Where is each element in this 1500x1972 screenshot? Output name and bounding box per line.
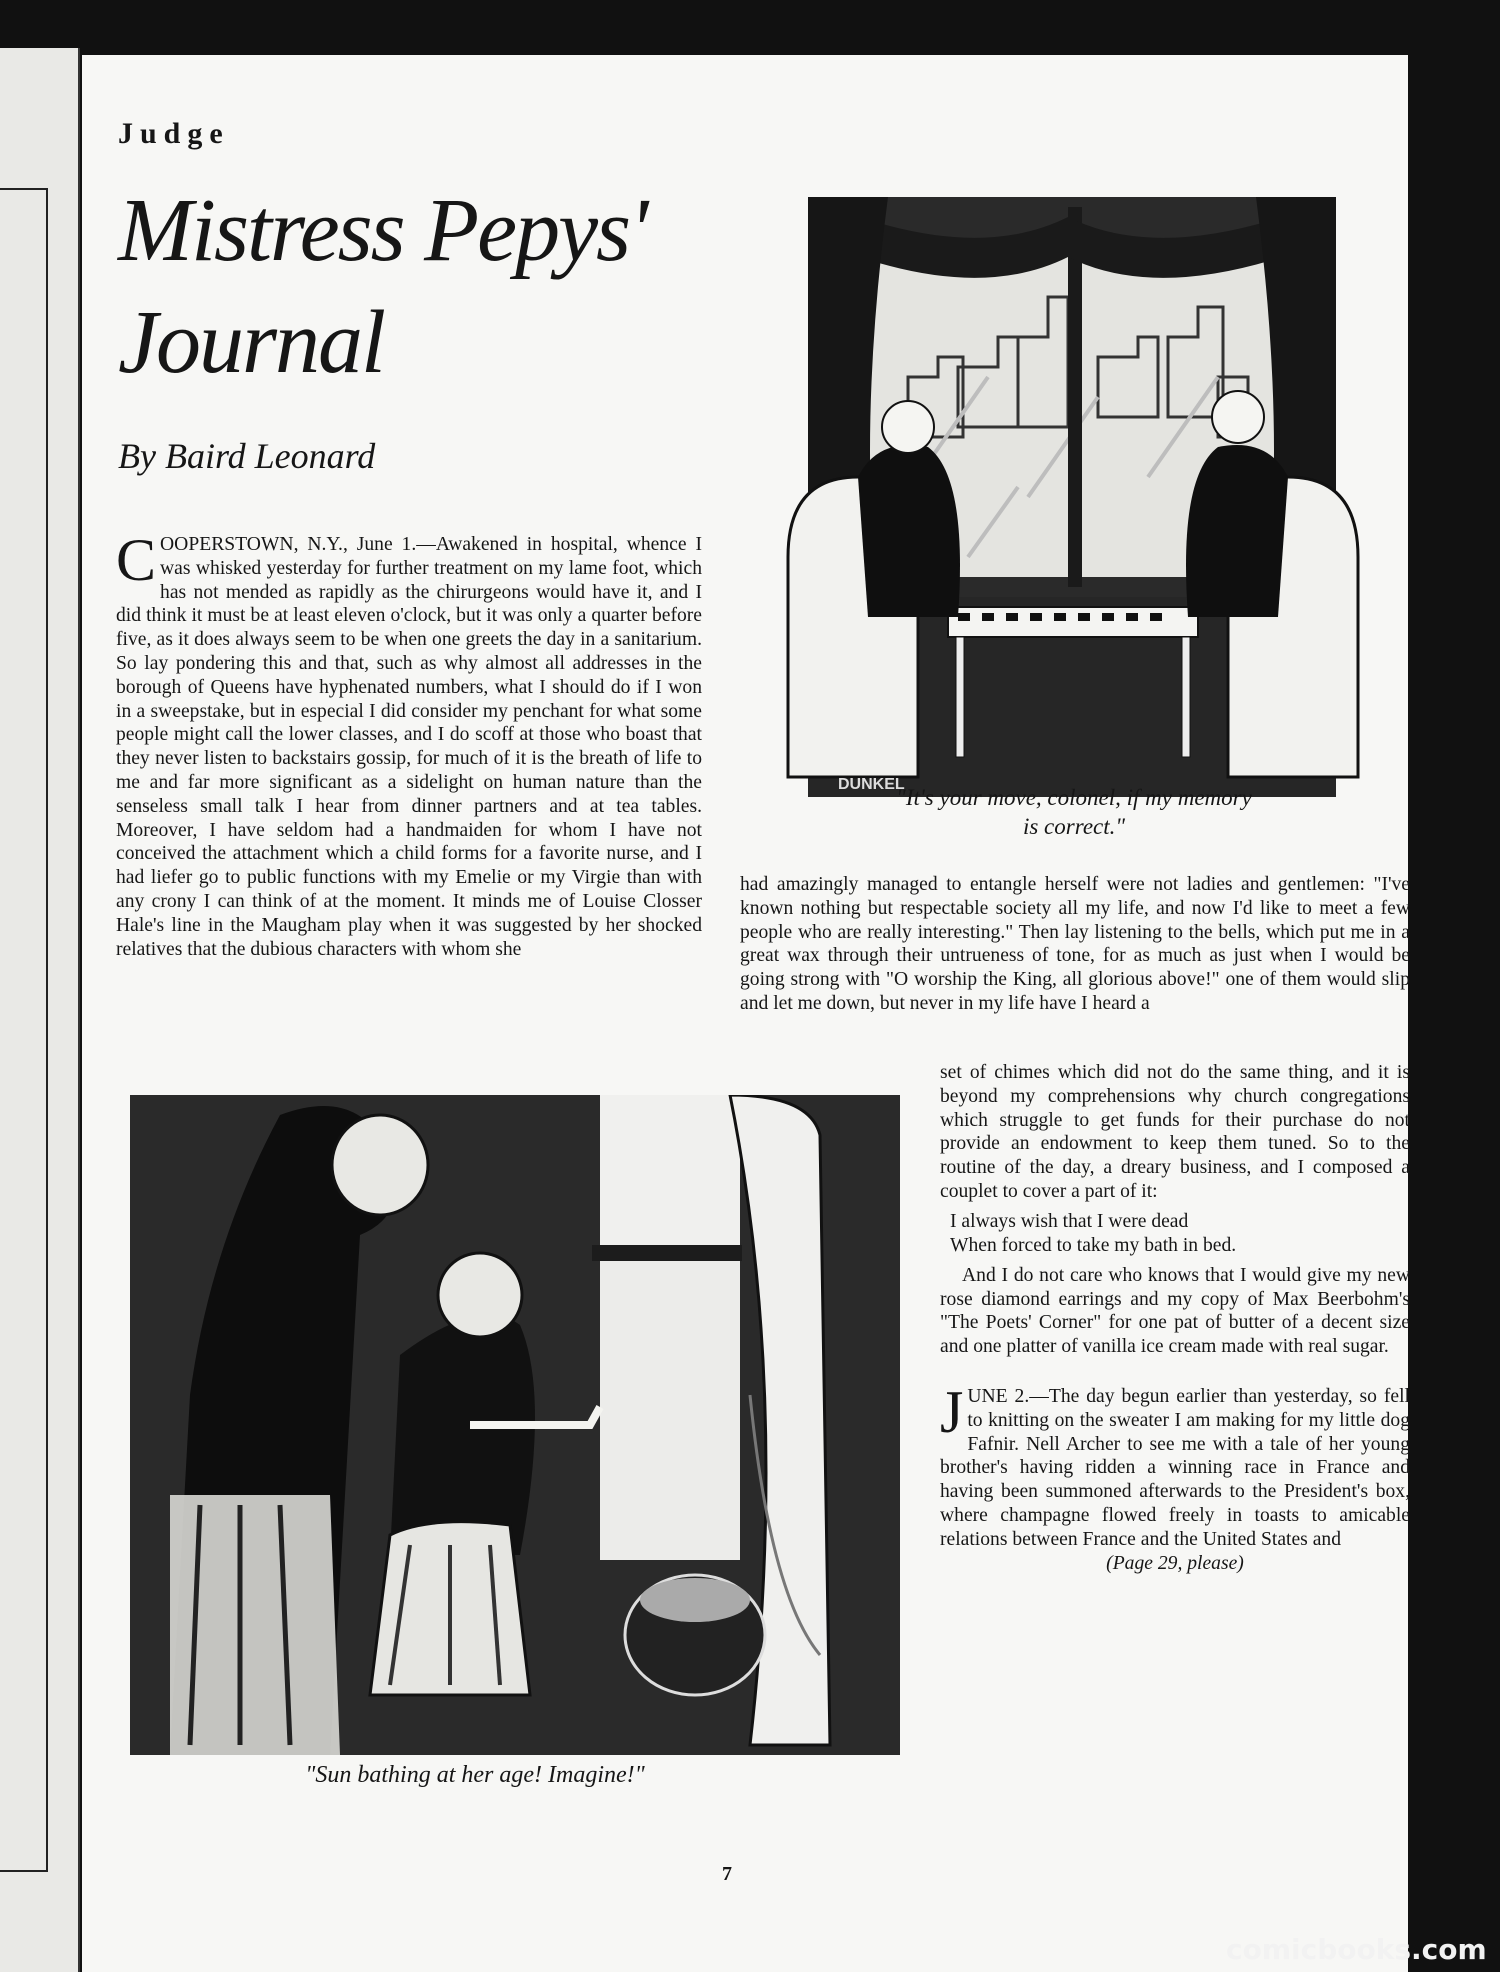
- byline: By Baird Leonard: [118, 436, 376, 476]
- title-line-2: Journal: [118, 293, 384, 392]
- facing-page-edge: [0, 48, 80, 1972]
- article-column-1: [116, 527, 702, 961]
- facing-page-border: [0, 188, 48, 1872]
- page-number: 7: [722, 1863, 732, 1885]
- couplet-line-1: I always wish that I were dead: [950, 1210, 1189, 1232]
- column-3-text: set of chimes which did not do the same thing, and it is beyond my comprehensions why church congregations which struggle to get funds for their purchase do not provide an endowment to keep them tuned. So to the routine of the day, a dreary business, and I composed a couplet to cover a part of it:: [940, 1062, 1410, 1202]
- magazine-page: [82, 55, 1408, 1972]
- sunbathing-cartoon-illustration: [130, 1095, 900, 1755]
- article-title: [118, 175, 646, 399]
- drop-cap: C: [116, 527, 157, 593]
- couplet: [950, 1210, 1410, 1258]
- column-3-text-2: And I do not care who knows that I would give my new rose diamond earrings and my copy of Max Beerbohm's "The Poets' Corner" for one pat of butter of a decent size and one platter of vanilla ice cream made with real sugar.: [940, 1264, 1410, 1358]
- cartoon-signature: DUNKEL: [838, 776, 905, 793]
- chess-cartoon-illustration: [768, 177, 1380, 817]
- couplet-line-2: When forced to take my bath in bed.: [950, 1234, 1237, 1256]
- caption-line-1: "It's your move, colonel, if my memory: [896, 785, 1252, 810]
- continued-page-reference: (Page 29, please): [1106, 1552, 1244, 1574]
- column-3-text-3: UNE 2.—The day begun earlier than yesterday, so fell to knitting on the sweater I am making for my little dog Fafnir. Nell Archer to see me with a tale of her young brother's having ridden a winning race in France and having been summoned afterwards to the President's box, where champagne flowed freely in toasts to amicable relations between France and the United States and: [940, 1385, 1410, 1550]
- article-column-2: [740, 873, 1410, 1016]
- drop-cap-2: J: [940, 1378, 964, 1445]
- magazine-name: Judge: [118, 117, 230, 150]
- sunbathing-cartoon-caption: "Sun bathing at her age! Imagine!": [305, 1762, 645, 1788]
- article-column-3: [940, 1061, 1410, 1575]
- chess-cartoon-caption: [768, 783, 1380, 841]
- site-watermark: comicbooks.com: [1226, 1933, 1487, 1966]
- column-2-text: had amazingly managed to entangle herself were not ladies and gentlemen: "I've known nothing but respectable society all my life, and now I'd like to meet a few people who are really interesting." Then lay listening to the bells, which put me in a great wax through their untrueness of tone, for as much as just when I would be going strong with "O worship the King, all glorious above!" one of them would slip and let me down, but never in my life have I heard a: [740, 874, 1410, 1014]
- column-1-text: OOPERSTOWN, N.Y., June 1.—Awakened in hospital, whence I was whisked yesterday for further treatment on my lame foot, which has not mended as rapidly as the chirurgeons would have it, and I did think it must be at least eleven o'clock, but it was only a quarter before five, as it does always seem to be when one greets the day in a sanitarium. So lay pondering this and that, such as why almost all addresses in the borough of Queens have hyphenated numbers, what I should do if I won in a sweepstake, but in especial I did consider my penchant for what some people might call the lower classes, and I do scoff at those who boast that they never listen to backstairs gossip, for much of it is the breath of life to me and far more significant as a sidelight on human nature than the senseless small talk I hear from dinner partners and at tea tables. Moreover, I have seldom had a handmaiden for whom I have not conceived the attachment which a child forms for a favorite nurse, and I had liefer go to public functions with my Emelie or my Virgie than with any crony I can think of at the moment. It minds me of Louise Closser Hale's line in the Maugham play when it was suggested by her shocked relatives that the dubious characters with whom she: [116, 534, 702, 960]
- caption-line-2: is correct.": [1022, 814, 1126, 839]
- title-line-1: Mistress Pepys': [118, 181, 647, 280]
